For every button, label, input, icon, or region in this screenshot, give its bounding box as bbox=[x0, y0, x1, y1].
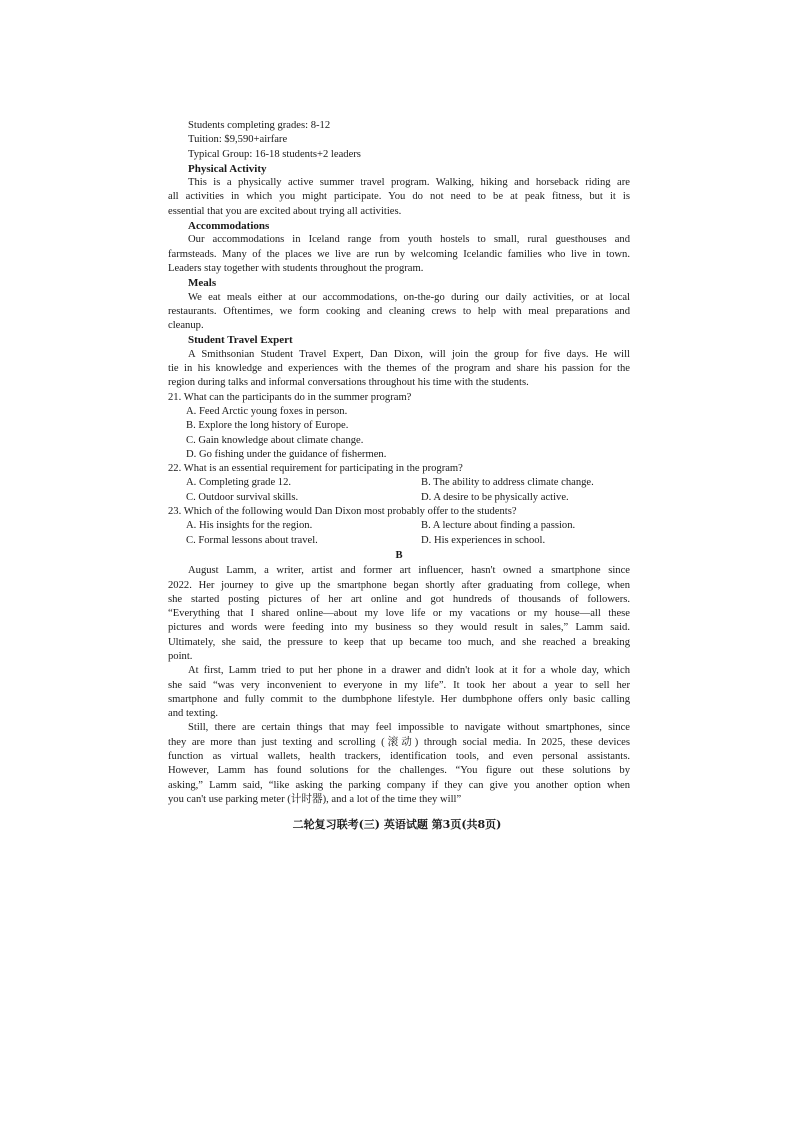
text-line: essential that you are excited about trying all activities. bbox=[168, 205, 402, 217]
text-line: Ultimately, she said, the pressure to keep that up became too much, and she reached a breaking bbox=[168, 636, 630, 648]
text-line: restaurants. Oftentimes, we form cooking and cleaning crews to help with meal preparations and bbox=[168, 305, 630, 317]
text-line: August Lamm, a writer, artist and former art influencer, hasn't owned a smartphone since bbox=[188, 565, 630, 577]
text-line: cleanup. bbox=[168, 320, 204, 332]
info-group: Typical Group: 16-18 students+2 leaders bbox=[188, 148, 361, 160]
q22-options-row-2 bbox=[168, 491, 630, 505]
text-line: you can't use parking meter (计时器), and a lot of the time they will” bbox=[168, 793, 462, 805]
question-21-stem: 21. What can the participants do in the summer program? bbox=[168, 391, 412, 403]
text-line: Leaders stay together with students throughout the program. bbox=[168, 262, 424, 274]
section-heading: Student Travel Expert bbox=[188, 334, 293, 347]
section-heading: Accommodations bbox=[188, 220, 270, 233]
question-23-stem: 23. Which of the following would Dan Dixon most probably offer to the students? bbox=[168, 506, 517, 518]
text-line: point. bbox=[168, 650, 193, 662]
text-line: all activities in which you might participate. You do not need to be at peak fitness, but it is bbox=[168, 191, 630, 203]
q22-option-d: D. A desire to be physically active. bbox=[421, 491, 569, 503]
q23-option-a: A. His insights for the region. bbox=[186, 520, 313, 532]
q23-options-row-2 bbox=[168, 534, 630, 548]
info-tuition: Tuition: $9,590+airfare bbox=[188, 134, 288, 146]
q22-option-c: C. Outdoor survival skills. bbox=[186, 491, 299, 503]
text-line: region during talks and informal conversations throughout his time with the students. bbox=[168, 377, 529, 389]
text-line: farmsteads. Many of the places we live are run by welcoming Icelandic families who live in town. bbox=[168, 248, 630, 260]
text-line: smartphone and fully commit to the dumbphone lifestyle. Her dumbphone offers only basic calling bbox=[168, 693, 630, 705]
q22-options-row-1 bbox=[168, 476, 630, 490]
q21-option-c: C. Gain knowledge about climate change. bbox=[186, 434, 364, 446]
text-line: Still, there are certain things that may feel impossible to navigate without smartphones, since bbox=[188, 722, 630, 734]
text-line: asking,” Lamm said, “like asking the parking company if they can give you another option when bbox=[168, 779, 630, 791]
section-heading: Meals bbox=[188, 277, 217, 290]
text-line: function as virtual wallets, health trackers, identification tools, and even personal assistants. bbox=[168, 751, 630, 763]
text-line: they are more than just texting and scrolling (滚动) through social media. In 2025, these devices bbox=[168, 736, 630, 748]
q22-option-a: A. Completing grade 12. bbox=[186, 477, 292, 489]
text-line: We eat meals either at our accommodations, on-the-go during our daily activities, or at local bbox=[188, 291, 630, 303]
text-line: she said “was very inconvenient to everyone in my life”. It took her about a year to sell her bbox=[168, 679, 630, 691]
q23-option-c: C. Formal lessons about travel. bbox=[186, 534, 318, 546]
text-line: she started posting pictures of her art online and got hundreds of thousands of followers. bbox=[168, 593, 630, 605]
text-line: Our accommodations in Iceland range from youth hostels to small, rural guesthouses and bbox=[188, 234, 630, 246]
section-heading: Physical Activity bbox=[188, 162, 267, 175]
q21-option-d: D. Go fishing under the guidance of fishermen. bbox=[186, 448, 387, 460]
text-line: This is a physically active summer travel program. Walking, hiking and horseback riding are bbox=[188, 177, 630, 189]
section-b-label: B bbox=[395, 549, 403, 561]
page-footer: 二轮复习联考(三) 英语试题 第3页(共8页) bbox=[292, 818, 502, 831]
text-line: 2022. Her journey to give up the smartphone began shortly after graduating from college, when bbox=[168, 579, 630, 591]
text-line: tie in his knowledge and experiences with the themes of the program and share his passion for the bbox=[168, 363, 630, 375]
text-line: pictures and words were feeding into my business so they would result in sales,” Lamm said. bbox=[168, 622, 630, 634]
q21-option-b: B. Explore the long history of Europe. bbox=[186, 420, 349, 432]
info-grades: Students completing grades: 8-12 bbox=[188, 120, 331, 131]
text-line: At first, Lamm tried to put her phone in a drawer and didn't look at it for a whole day, which bbox=[188, 665, 630, 677]
text-line: However, Lamm has found solutions for the challenges. “You figure out these solutions by bbox=[168, 765, 630, 777]
text-line: A Smithsonian Student Travel Expert, Dan Dixon, will join the group for five days. He will bbox=[188, 348, 630, 360]
text-line: and texting. bbox=[168, 708, 219, 720]
question-22-stem: 22. What is an essential requirement for participating in the program? bbox=[168, 463, 463, 475]
text-line: “Everything that I shared online—about my love life or my vacations or my house—all these bbox=[168, 608, 630, 620]
q23-option-d: D. His experiences in school. bbox=[421, 534, 546, 546]
q23-options-row-1 bbox=[168, 519, 630, 533]
q23-option-b: B. A lecture about finding a passion. bbox=[421, 520, 576, 532]
q22-option-b: B. The ability to address climate change. bbox=[421, 477, 594, 489]
page-content bbox=[168, 119, 630, 807]
q21-option-a: A. Feed Arctic young foxes in person. bbox=[186, 405, 348, 417]
